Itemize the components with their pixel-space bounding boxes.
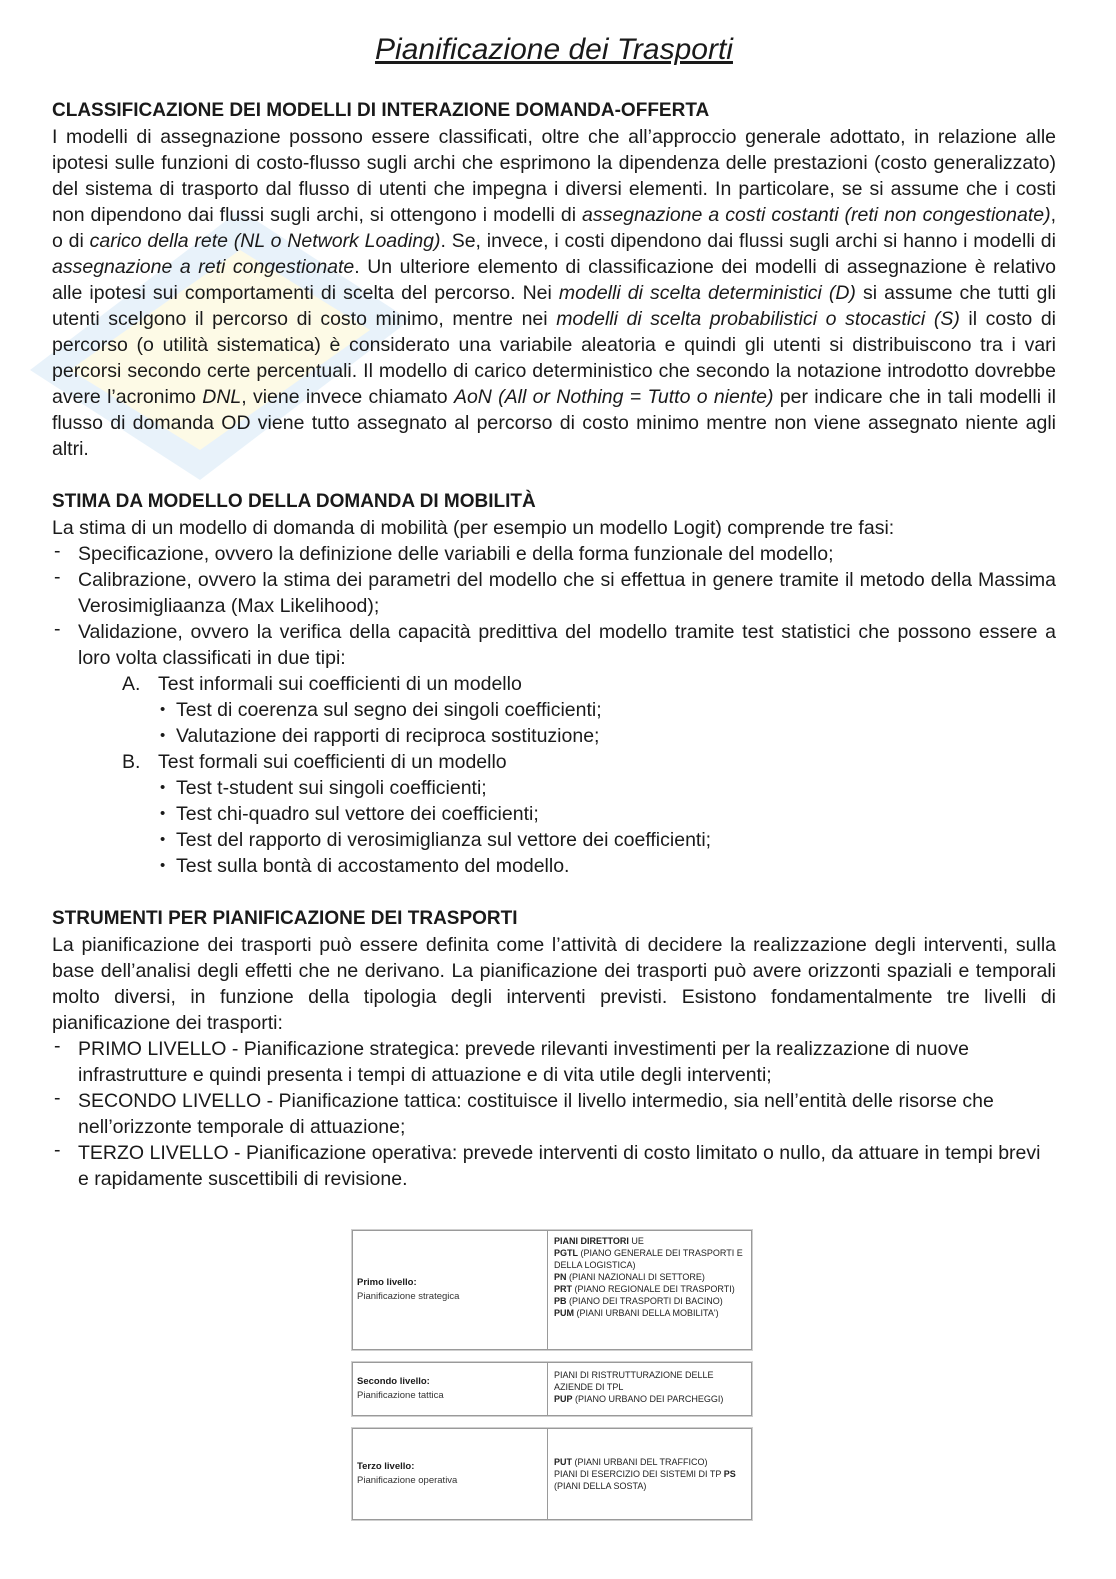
plan-item: PUP (PIANO URBANO DEI PARCHEGGI): [554, 1394, 724, 1404]
level-subtitle: Pianificazione strategica: [357, 1291, 460, 1302]
list-item: • Test chi-quadro sul vettore dei coefficienti;: [156, 801, 1056, 827]
list-item: - Calibrazione, ovvero la stima dei parametri del modello che si effettua in genere tramite il metodo della Massima Verosimigliaanza (Max Likelihood);: [52, 567, 1056, 619]
level-list: [52, 1036, 1056, 1192]
level-table-terzo: [352, 1428, 752, 1520]
list-item: - PRIMO LIVELLO - Pianificazione strategica: prevede rilevanti investimenti per la realizzazione di nuove infrastrutture e quindi presenta i tempi di attuazione e di vita utile degli interventi;: [52, 1036, 1056, 1088]
plan-item: PIANI DI RISTRUTTURAZIONE DELLE AZIENDE DI TPL: [554, 1370, 714, 1392]
plan-item: PIANI DIRETTORI UE: [554, 1236, 644, 1246]
section-heading: STIMA DA MODELLO DELLA DOMANDA DI MOBILITÀ: [52, 491, 536, 512]
section-heading: STRUMENTI PER PIANIFICAZIONE DEI TRASPORTI: [52, 908, 518, 929]
list-item: A. Test informali sui coefficienti di un modello: [122, 673, 522, 695]
plan-item: PUM (PIANI URBANI DELLA MOBILITA'): [554, 1308, 719, 1318]
section-stima: [52, 489, 1056, 879]
page-title: Pianificazione dei Trasporti: [375, 33, 733, 66]
plan-item: PUT (PIANI URBANI DEL TRAFFICO): [554, 1457, 708, 1467]
list-item: • Test t-student sui singoli coefficienti;: [156, 775, 1056, 801]
section-paragraph: I modelli di assegnazione possono essere classificati, oltre che all’approccio generale adottato, in relazione alle ipotesi sulle funzioni di costo-flusso sugli archi che esprimono la dipendenza delle prestazioni (costo generalizzato) del sistema di trasporto dal flusso di utenti che impegna i diversi elementi. In particolare, se si assume che i costi non dipendono dai flussi sugli archi, si ottengono i modelli di assegnazione a costi costanti (reti non congestionate), o di carico della rete (NL o Network Loading). Se, invece, i costi dipendono dai flussi sugli archi si hanno i modelli di assegnazione a reti congestionate. Un ulteriore elemento di classificazione dei modelli di assegnazione è relativo alle ipotesi sui comportamenti di scelta del percorso. Nei modelli di scelta deterministici (D) si assume che tutti gli utenti scelgono il percorso di costo minimo, mentre nei modelli di scelta probabilistici o stocastici (S) il costo di percorso (o utilità sistematica) è considerato una variabile aleatoria e quindi gli utenti si distribuiscono tra i vari percorsi secondo certe percentuali. Il modello di carico deterministico che secondo la notazione introdotto dovrebbe avere l’acronimo DNL, viene invece chiamato AoN (All or Nothing = Tutto o niente) per indicare che in tali modelli il flusso di domanda OD viene tutto assegnato al percorso di costo minimo mentre non viene assegnato niente agli altri.: [52, 126, 1057, 460]
document-page: [52, 30, 1056, 1192]
level-name: Terzo livello:: [357, 1461, 415, 1472]
list-item: B. Test formali sui coefficienti di un modello: [122, 751, 507, 773]
level-subtitle: Pianificazione tattica: [357, 1390, 444, 1401]
list-item: - Validazione, ovvero la verifica della capacità predittiva del modello tramite test statistici che possono essere a loro volta classificati in due tipi:: [52, 619, 1056, 671]
section-intro: La stima di un modello di domanda di mobilità (per esempio un modello Logit) comprende tre fasi:: [52, 517, 895, 539]
level-name: Secondo livello:: [357, 1376, 430, 1387]
level-table-secondo: [352, 1362, 752, 1416]
test-type-list: [52, 749, 1056, 775]
plan-item: PB (PIANO DEI TRASPORTI DI BACINO): [554, 1296, 723, 1306]
plan-item: PIANI DI ESERCIZIO DEI SISTEMI DI TP PS (PIANI DELLA SOSTA): [554, 1469, 736, 1491]
phase-list: [52, 541, 1056, 671]
planning-levels-figure: [352, 1230, 752, 1520]
list-item: • Valutazione dei rapporti di reciproca sostituzione;: [156, 723, 1056, 749]
plan-item: PN (PIANI NAZIONALI DI SETTORE): [554, 1272, 705, 1282]
list-item: - Specificazione, ovvero la definizione delle variabili e della forma funzionale del modello;: [52, 541, 1056, 567]
section-classificazione: [52, 98, 1056, 462]
list-item: - SECONDO LIVELLO - Pianificazione tattica: costituisce il livello intermedio, sia nell’entità delle risorse che nell’orizzonte temporale di attuazione;: [52, 1088, 1056, 1140]
section-heading: CLASSIFICAZIONE DEI MODELLI DI INTERAZIONE DOMANDA-OFFERTA: [52, 100, 710, 121]
test-type-list: [52, 671, 1056, 697]
section-intro: La pianificazione dei trasporti può essere definita come l’attività di decidere la realizzazione degli interventi, sulla base dell’analisi degli effetti che ne derivano. La pianificazione dei trasporti può avere orizzonti spaziali e temporali molto diversi, in funzione della tipologia degli interventi previsti. Esistono fondamentalmente tre livelli di pianificazione dei trasporti:: [52, 934, 1056, 1034]
list-item: • Test sulla bontà di accostamento del modello.: [156, 853, 1056, 879]
section-strumenti: [52, 906, 1056, 1192]
plan-item: PRT (PIANO REGIONALE DEI TRASPORTI): [554, 1284, 735, 1294]
bullet-list: [52, 697, 1056, 749]
level-name: Primo livello:: [357, 1277, 417, 1288]
bullet-list: [52, 775, 1056, 879]
list-item: • Test di coerenza sul segno dei singoli coefficienti;: [156, 697, 1056, 723]
list-item: - TERZO LIVELLO - Pianificazione operativa: prevede interventi di costo limitato o nullo, da attuare in tempi brevi e rapidamente suscettibili di revisione.: [52, 1140, 1056, 1192]
level-subtitle: Pianificazione operativa: [357, 1475, 458, 1486]
list-item: • Test del rapporto di verosimiglianza sul vettore dei coefficienti;: [156, 827, 1056, 853]
level-table-primo: [352, 1230, 752, 1350]
plan-item: PGTL (PIANO GENERALE DEI TRASPORTI E DELLA LOGISTICA): [554, 1248, 743, 1270]
